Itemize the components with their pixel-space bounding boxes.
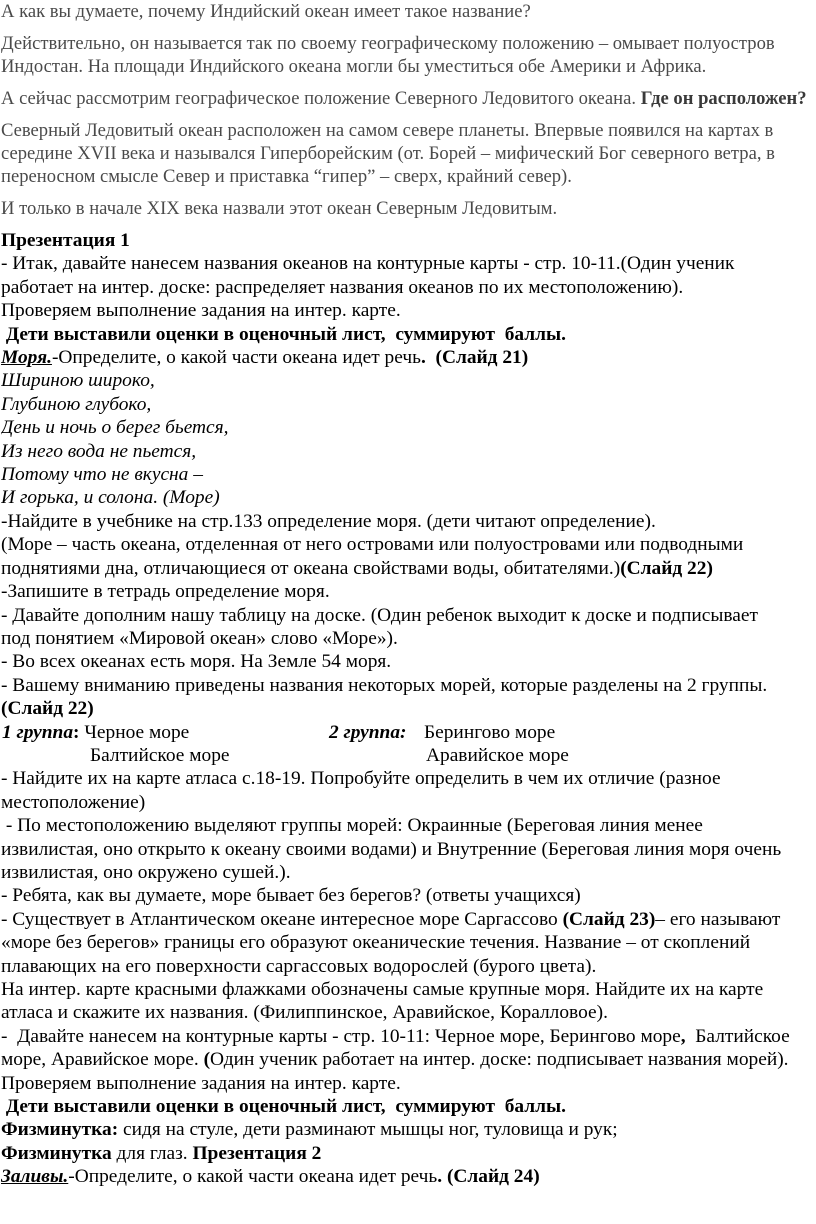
map-task-2-line-1 <box>1 1025 812 1048</box>
group-2-label: 2 группа: <box>329 721 407 743</box>
sargasso-line-2: «море без берегов» границы его образуют океанические течения. Название – от скоплений <box>1 932 751 954</box>
location-groups-line-3: извилистая, оно окружено сушей.). <box>1 861 291 883</box>
all-oceans-line: - Во всех океанах есть моря. На Земле 54 моря. <box>1 651 392 673</box>
paragraph-indian-answer: Действительно, он называется так по своему географическому положению – омывает полуостров Индостан. На площади Индийского океана могли бы уместиться обе Америки и Африка. <box>1 33 775 77</box>
paragraph-arctic-question <box>0 87 816 110</box>
lesson-body <box>0 229 816 1189</box>
seas-question: -Определите, о какой части океана идет речь <box>51 347 421 369</box>
arctic-question-bold: Где он расположен? <box>640 88 807 109</box>
task-contour-line-3: Проверяем выполнение задания на интер. карте. <box>1 300 401 322</box>
flags-line-2: атласа и скажите их названия. (Филиппинское, Аравийское, Коралловое). <box>1 1002 608 1024</box>
map-task-2-text-e: Один ученик работает на интер. доске: подписывает названия морей). <box>210 1049 789 1071</box>
eye-break-label: Физминутка <box>1 1142 112 1164</box>
arctic-question-text: А сейчас рассмотрим географическое положение Северного Ледовитого океана. <box>1 88 641 109</box>
presentation-1-heading: Презентация 1 <box>1 230 130 251</box>
map-task-2-paren: ( <box>203 1049 211 1071</box>
sargasso-text-b: – его называют <box>655 908 781 930</box>
bays-slide-ref: . (Слайд 24) <box>437 1166 540 1188</box>
sargasso-line-3: плавающих на его поверхности саргассовых водорослей (бурого цвета). <box>1 955 597 977</box>
sea-definition-line-2 <box>1 557 812 580</box>
paragraph-arctic-history: Северный Ледовитый океан расположен на самом севере планеты. Впервые появился на картах в середине XVII века и назывался Гиперборейским (от. Борей – мифический Бог северного ветра, в переносном смысле Север и приставка “гипер” – сверх, крайний север). <box>1 120 775 187</box>
eye-break-line <box>1 1142 812 1165</box>
grade-note-1: Дети выставили оценки в оценочный лист, суммируют баллы. <box>1 323 567 345</box>
table-task-line-1: - Давайте дополним нашу таблицу на доске. (Один ребенок выходит к доске и подписывает <box>1 604 758 626</box>
map-task-2-text-a: - Давайте нанесем на контурные карты - стр. 10-11: Черное море, Берингово море <box>1 1025 681 1047</box>
table-task-line-2: под понятием «Мировой океан» слово «Море»). <box>1 627 398 649</box>
groups-intro-line: - Вашему вниманию приведены названия некоторых морей, которые разделены на 2 группы. <box>1 674 768 696</box>
poem-line-1: Шириною широко, <box>1 370 155 392</box>
map-task-2-line-2 <box>1 1048 812 1071</box>
grade-note-2: Дети выставили оценки в оценочный лист, суммируют баллы. <box>1 1096 567 1117</box>
atlas-task-line-2: местоположение) <box>1 791 146 813</box>
sargasso-text-a: - Существует в Атлантическом океане интересное море Саргассово <box>1 908 563 930</box>
eye-break-text: для глаз. <box>111 1142 193 1164</box>
sargasso-line-1 <box>1 908 812 931</box>
location-groups-line-2: извилистая, оно открыто к океану своими водами) и Внутренние (Береговая линия моря очень <box>1 838 782 860</box>
map-task-2-text-d: море, Аравийское море. <box>1 1049 204 1071</box>
map-task-2-comma: , <box>680 1025 686 1047</box>
group-2-sea-2: Аравийское море <box>426 744 569 766</box>
group-2-sea-1: Берингово море <box>424 721 556 743</box>
poem-line-2: Глубиною глубоко, <box>1 393 152 415</box>
seas-title: Моря. <box>1 347 52 369</box>
write-definition-line: -Запишите в тетрадь определение моря. <box>1 581 330 603</box>
group-1-sea-1: Черное море <box>79 721 190 743</box>
flags-line-1: На интер. карте красными флажками обозначены самые крупные моря. Найдите их на карте <box>1 978 764 1000</box>
seas-section-line <box>1 346 812 369</box>
sea-definition-text: поднятиями дна, отличающиеся от океана свойствами воды, обитателями.) <box>1 557 621 579</box>
bays-question: -Определите, о какой части океана идет речь <box>68 1166 438 1188</box>
definition-slide-ref: (Слайд 22) <box>620 557 713 579</box>
poem-line-6: И горька, и солона. (Море) <box>1 487 220 509</box>
physical-break-label: Физминутка: <box>1 1119 119 1141</box>
group-1-sea-2: Балтийское море <box>90 744 230 766</box>
sea-definition-line-1: (Море – часть океана, отделенная от него островами или полуостровами или подводными <box>1 534 744 556</box>
shore-question-line: - Ребята, как вы думаете, море бывает без берегов? (ответы учащихся) <box>1 885 581 907</box>
bays-section-line <box>1 1165 812 1188</box>
poem-line-5: Потому что не вкусна – <box>1 464 203 486</box>
task-contour-line-1: - Итак, давайте нанесем названия океанов на контурные карты - стр. 10-11.(Один ученик <box>1 253 735 275</box>
group-1-cell <box>2 721 189 744</box>
bays-title: Заливы. <box>1 1166 69 1188</box>
physical-break-line <box>1 1118 812 1141</box>
paragraph-arctic-name: И только в начале XIX века назвали этот океан Северным Ледовитым. <box>1 198 558 219</box>
sea-groups-row-1 <box>1 721 812 744</box>
poem-line-3: День и ночь о берег бьется, <box>1 417 229 439</box>
task-contour-line-2: работает на интер. доске: распределяет названия океанов по их местоположению). <box>1 276 684 298</box>
group-1-label: 1 группа <box>2 721 74 743</box>
find-definition-line: -Найдите в учебнике на стр.133 определение моря. (дети читают определение). <box>1 510 656 532</box>
physical-break-text: сидя на стуле, дети разминают мышцы ног, туловища и рук; <box>118 1119 618 1141</box>
presentation-2-heading: Презентация 2 <box>192 1142 322 1164</box>
group-1-colon: : <box>73 721 80 743</box>
groups-slide-ref: (Слайд 22) <box>1 698 94 720</box>
poem-line-4: Из него вода не пьется, <box>1 440 197 462</box>
map-task-2-text-c: Балтийское <box>685 1025 790 1047</box>
sargasso-slide-ref: (Слайд 23) <box>562 908 656 930</box>
map-task-2-line-3: Проверяем выполнение задания на интер. карте. <box>1 1072 401 1094</box>
location-groups-line-1: - По местоположению выделяют группы морей: Окраинные (Береговая линия менее <box>1 815 703 837</box>
sea-groups-row-2 <box>1 744 812 767</box>
seas-slide-ref: . (Слайд 21) <box>420 347 529 369</box>
paragraph-indian-question: А как вы думаете, почему Индийский океан имеет такое название? <box>1 1 531 22</box>
atlas-task-line-1: - Найдите их на карте атласа с.18-19. Попробуйте определить в чем их отличие (разное <box>1 768 721 790</box>
